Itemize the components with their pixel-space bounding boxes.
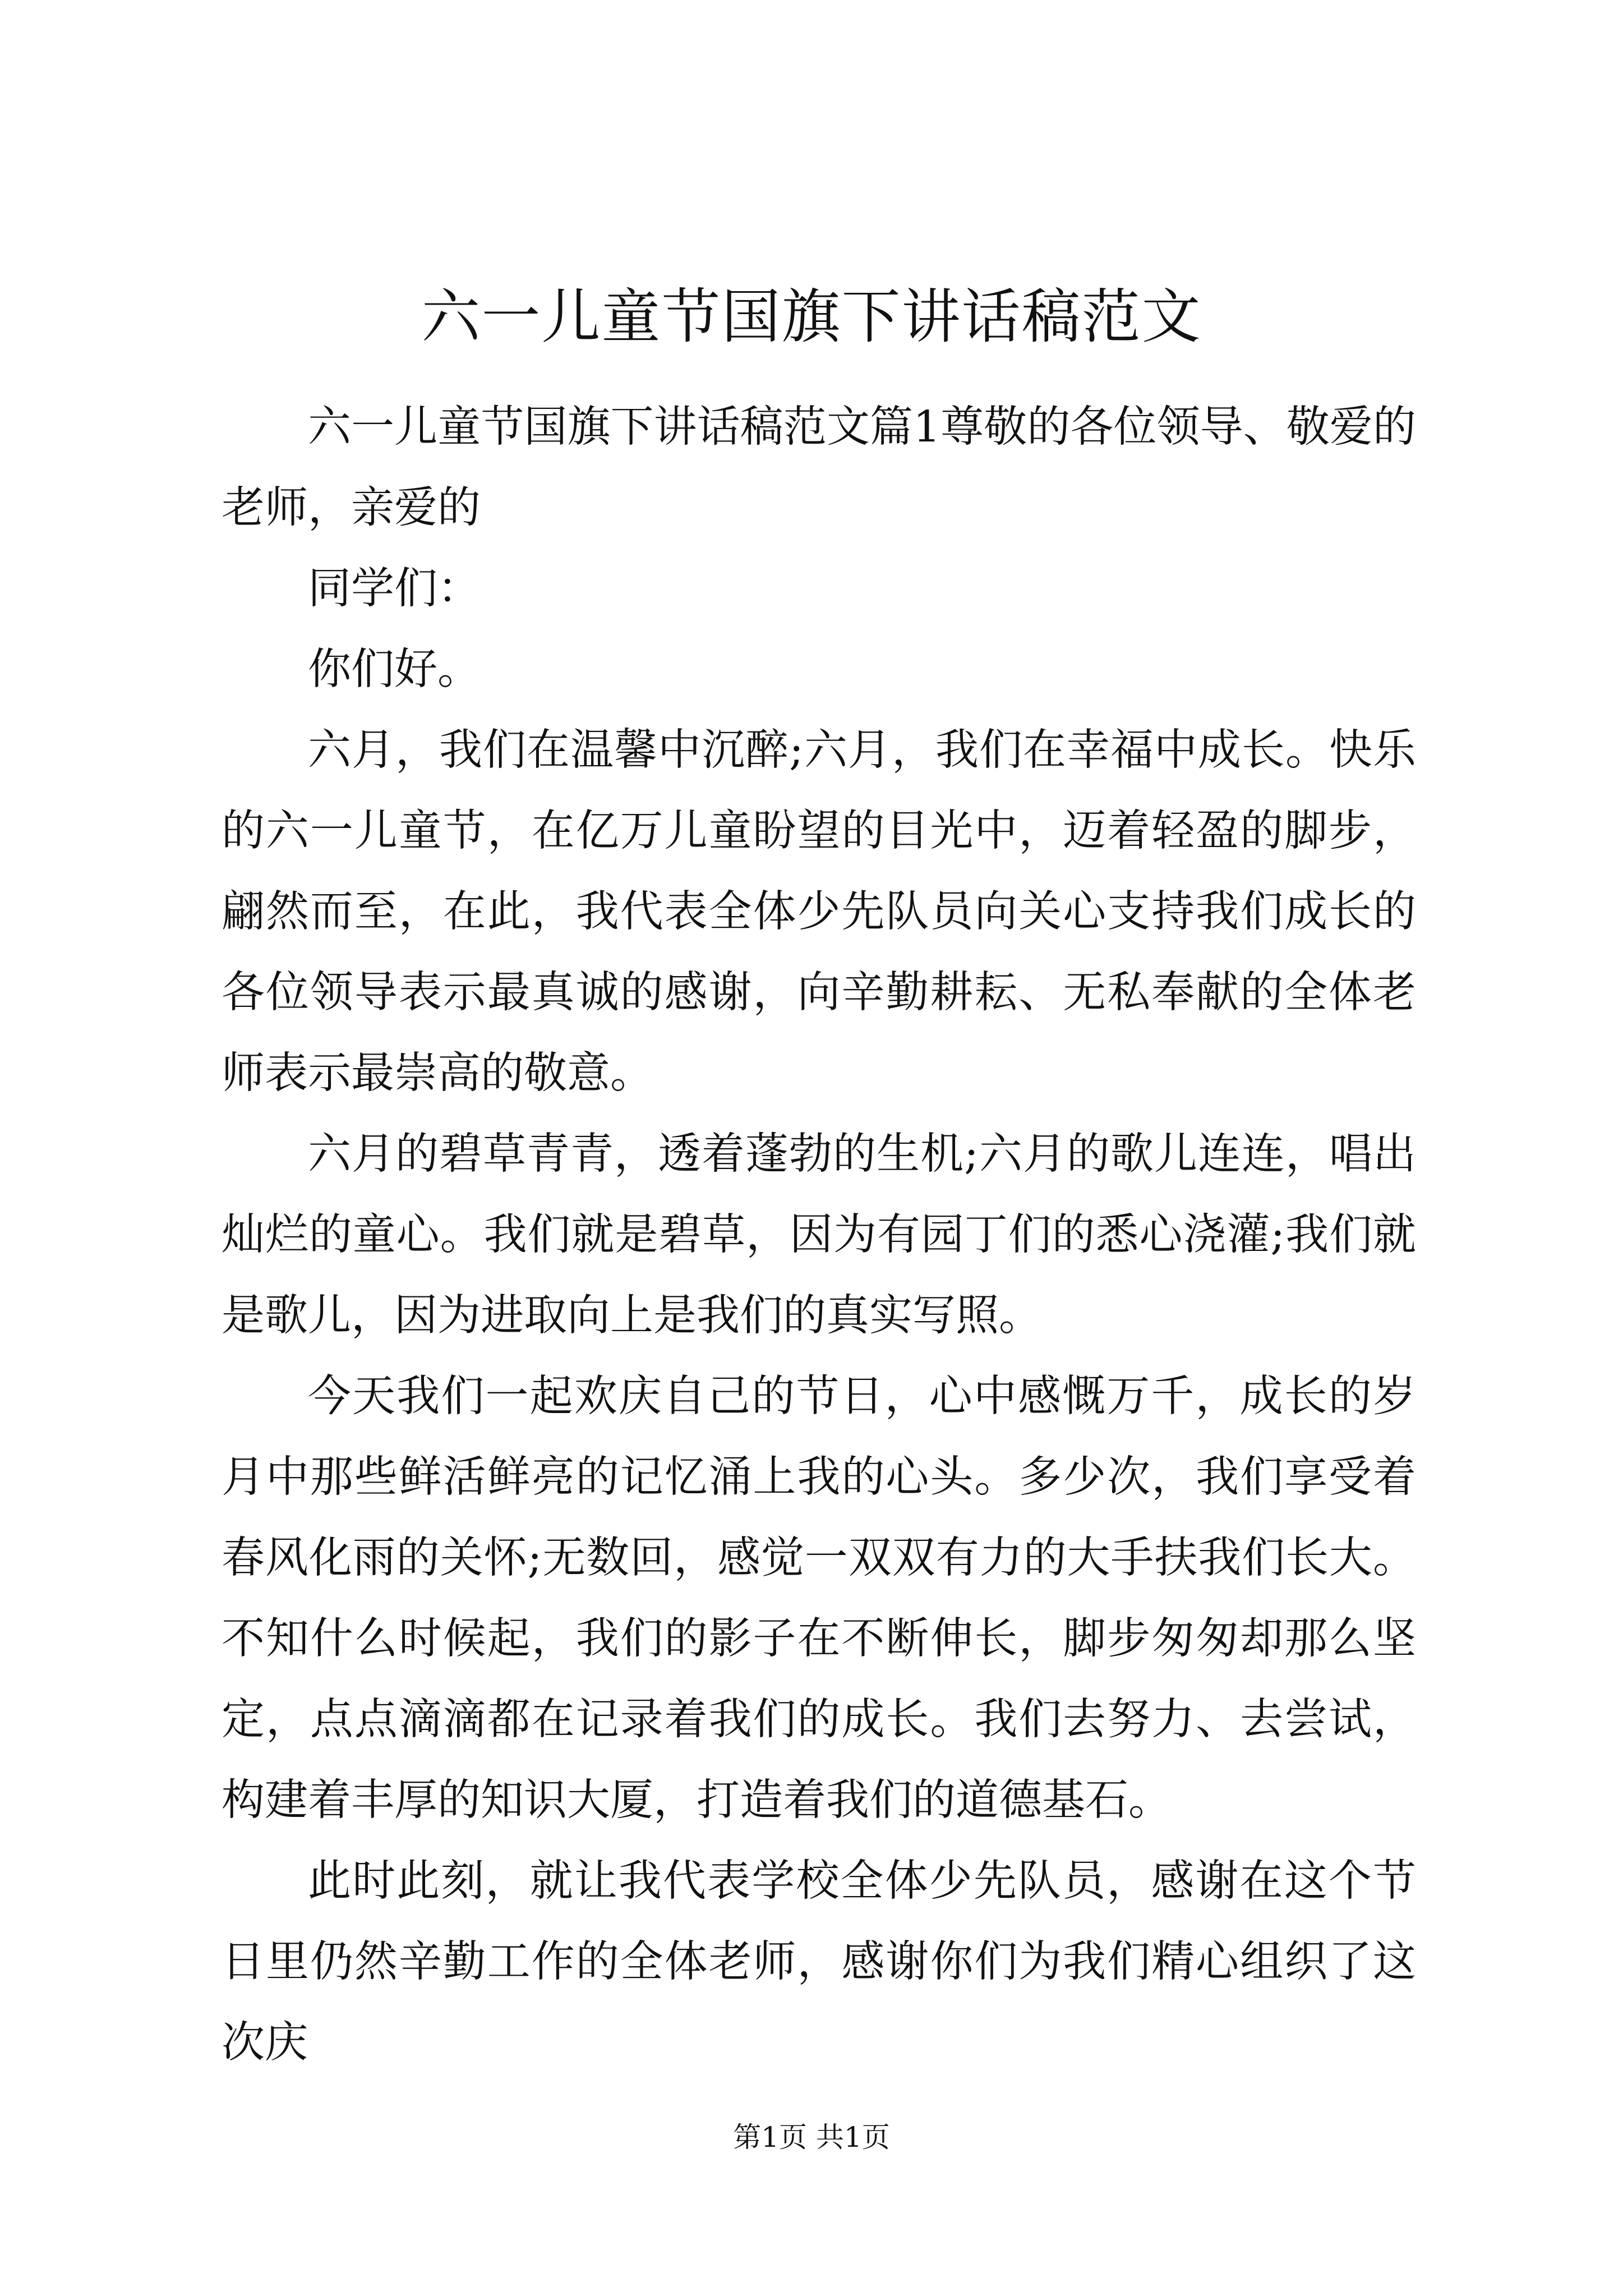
paragraph-6: 今天我们一起欢庆自己的节日，心中感慨万千，成长的岁月中那些鲜活鲜亮的记忆涌上我的心头。多少次，我们享受着春风化雨的关怀;无数回，感觉一双双有力的大手扶我们长大。不知什么时候起，我们的影子在不断伸长，脚步匆匆却那么坚定，点点滴滴都在记录着我们的成长。我们去努力、去尝试，构建着丰厚的知识大厦，打造着我们的道德基石。 (222, 1372, 1416, 1825)
paragraph-3: 你们好。 (308, 645, 481, 694)
paragraph-5: 六月的碧草青青，透着蓬勃的生机;六月的歌儿连连，唱出灿烂的童心。我们就是碧草，因为有园丁们的悉心浇灌;我们就是歌儿，因为进取向上是我们的真实写照。 (222, 1129, 1416, 1341)
paragraph-4: 六月，我们在温馨中沉醉;六月，我们在幸福中成长。快乐的六一儿童节，在亿万儿童盼望的目光中，迈着轻盈的脚步，翩然而至，在此，我代表全体少先队员向关心支持我们成长的各位领导表示最真诚的感谢，向辛勤耕耘、无私奉献的全体老师表示最崇高的敬意。 (222, 725, 1416, 1098)
paragraph-2: 同学们： (308, 564, 481, 614)
paragraph-1: 六一儿童节国旗下讲话稿范文篇1尊敬的各位领导、敬爱的老师，亲爱的 (222, 402, 1416, 533)
document-body (222, 387, 1416, 2083)
paragraph-7: 此时此刻，就让我代表学校全体少先队员，感谢在这个节日里仍然辛勤工作的全体老师，感谢你们为我们精心组织了这次庆 (222, 1856, 1416, 2068)
page-footer: 第1页 共1页 (733, 2121, 890, 2154)
document-title: 六一儿童节国旗下讲话稿范文 (421, 283, 1202, 351)
